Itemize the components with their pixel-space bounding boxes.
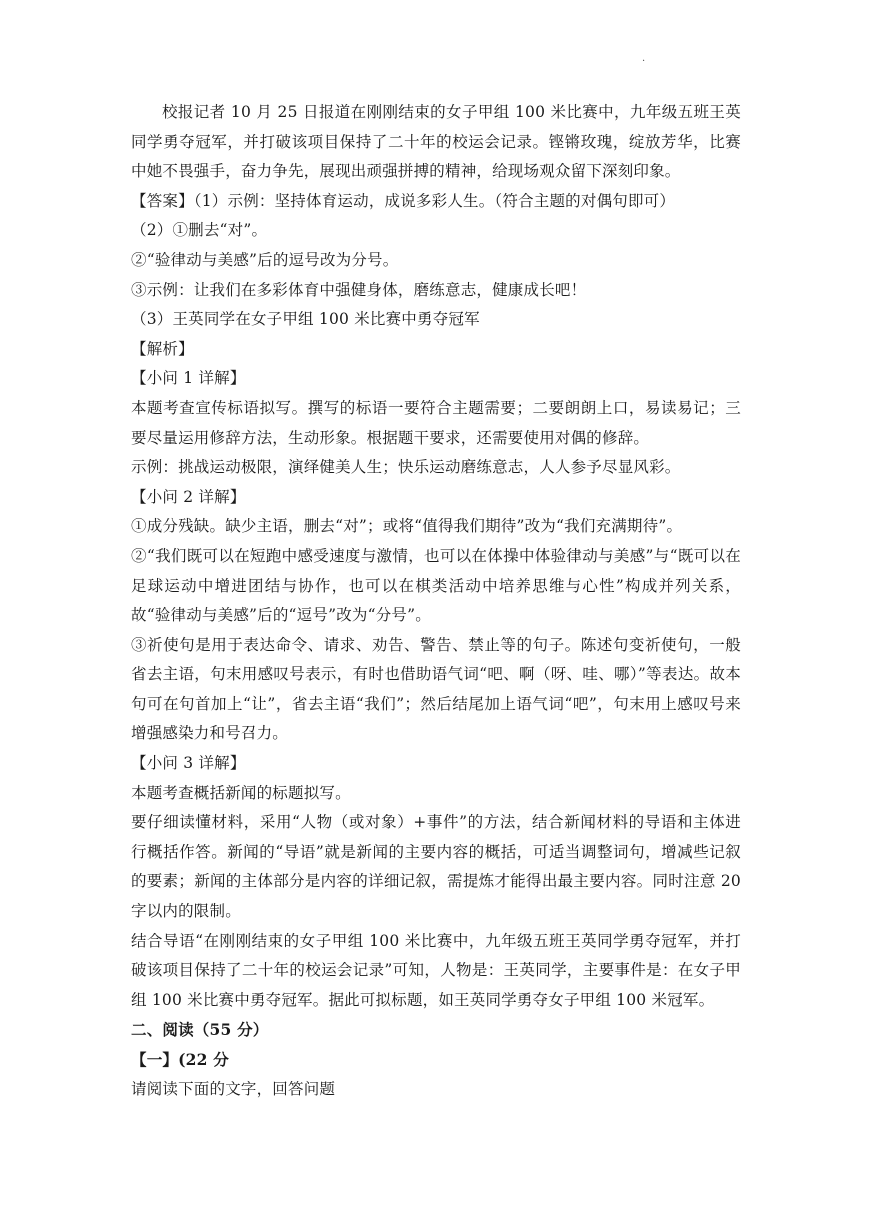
news-paragraph: 校报记者 10 月 25 日报道在刚刚结束的女子甲组 100 米比赛中，九年级五班王英同学勇夺冠军，并打破该项目保持了二十年的校运会记录。铿锵玫瑰，绽放芳华，比赛中她不畏强手，奋力争先，展现出顽强拼搏的精神，给现场观众留下深刻印象。 [131, 103, 741, 181]
answer-part-1: 【答案】（1）示例：坚持体育运动，成说多彩人生。（符合主题的对偶句即可） [131, 191, 676, 210]
reading-instruction: 请阅读下面的文字，回答问题 [131, 1079, 336, 1098]
analysis-heading: 【解析】 [131, 339, 194, 358]
subquestion-3-intro: 本题考查概括新闻的标题拟写。 [131, 783, 351, 802]
subquestion-3-conclusion: 结合导语“在刚刚结束的女子甲组 100 米比赛中，九年级五班王英同学勇夺冠军，并打破该项目保持了二十年的校运会记录”可知，人物是：王英同学，主要事件是：在女子甲组 100 米比赛中勇夺冠军。据此可拟标题，如王英同学勇夺女子甲组 100 米冠军。 [131, 931, 741, 1009]
answer-part-3: （3）王英同学在女子甲组 100 米比赛中勇夺冠军 [131, 310, 480, 329]
subquestion-2-heading: 【小问 2 详解】 [131, 487, 246, 506]
answer-part-2: （2）①删去“对”。 [131, 221, 268, 240]
subquestion-3-heading: 【小问 3 详解】 [131, 754, 246, 773]
answer-part-2-item-3: ③示例：让我们在多彩体育中强健身体，磨练意志，健康成长吧！ [131, 280, 587, 299]
document-body [131, 98, 741, 1104]
header-mark: · [642, 56, 646, 67]
answer-part-2-item-2: ②“验律动与美感”后的逗号改为分号。 [131, 250, 399, 269]
section-heading-reading: 二、阅读（55 分） [131, 1020, 269, 1040]
subquestion-1-example: 示例：挑战运动极限，演绎健美人生；快乐运动磨练意志，人人参予尽显风彩。 [131, 458, 681, 477]
subquestion-1-explanation: 本题考查宣传标语拟写。撰写的标语一要符合主题需要；二要朗朗上口，易读易记；三要尽量运用修辞方法，生动形象。根据题干要求，还需要使用对偶的修辞。 [131, 398, 741, 447]
subquestion-1-heading: 【小问 1 详解】 [131, 369, 246, 388]
subsection-heading-1: 【一】(22 分 [131, 1050, 229, 1069]
subquestion-2-item-1: ①成分残缺。缺少主语，删去“对”；或将“值得我们期待”改为“我们充满期待”。 [131, 517, 683, 536]
subquestion-3-method: 要仔细读懂材料，采用“人物（或对象）+事件”的方法，结合新闻材料的导语和主体进行概括作答。新闻的“导语”就是新闻的主要内容的概括，可适当调整词句，增减些记叙的要素；新闻的主体部分是内容的详细记叙，需提炼才能得出最主要内容。同时注意 20 字以内的限制。 [131, 813, 741, 921]
subquestion-2-item-3: ③祈使句是用于表达命令、请求、劝告、警告、禁止等的句子。陈述句变祈使句，一般省去主语，句末用感叹号表示，有时也借助语气词“吧、啊（呀、哇、哪）”等表达。故本句可在句首加上“让”，省去主语“我们”；然后结尾加上语气词“吧”，句末用上感叹号来增强感染力和号召力。 [131, 635, 741, 743]
subquestion-2-item-2: ②“我们既可以在短跑中感受速度与激情，也可以在体操中体验律动与美感”与“既可以在足球运动中增进团结与协作，也可以在棋类活动中培养思维与心性”构成并列关系，故“验律动与美感”后的“逗号”改为“分号”。 [131, 546, 741, 625]
